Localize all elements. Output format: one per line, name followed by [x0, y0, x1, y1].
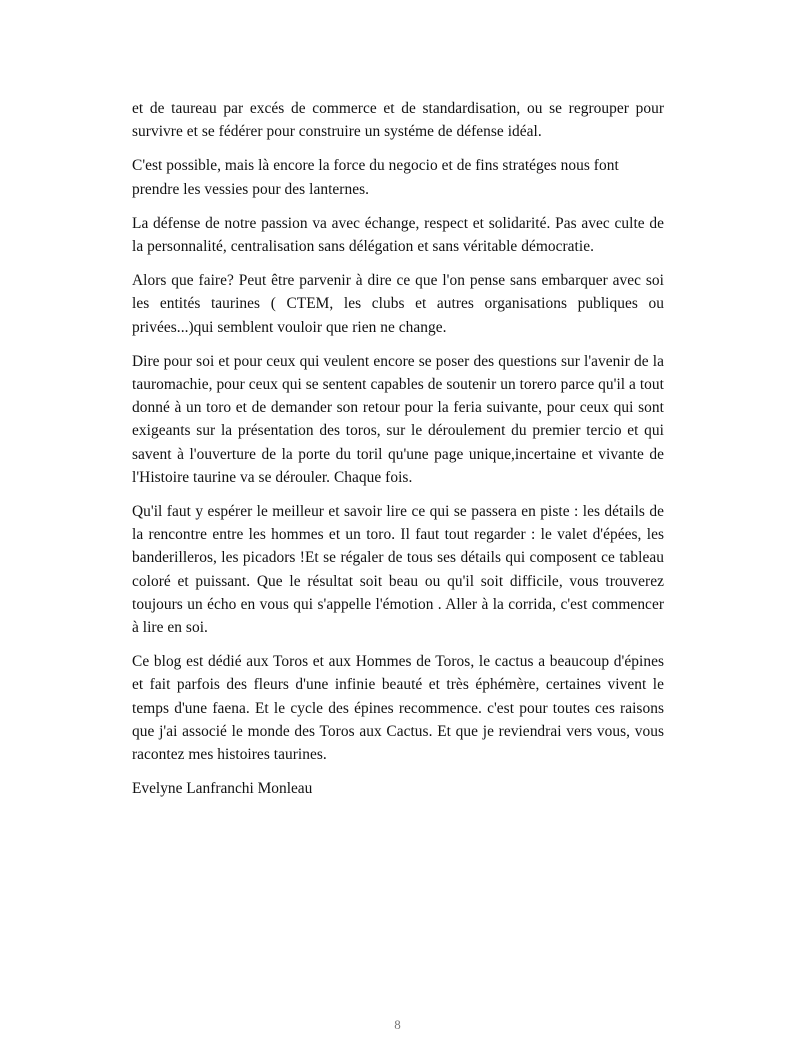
paragraph: et de taureau par excés de commerce et de standardisation, ou se regrouper pour survivre et se fédérer pour construire un systéme de défense idéal. [132, 100, 664, 141]
paragraph: Qu'il faut y espérer le meilleur et savoir lire ce qui se passera en piste : les détails de la rencontre entre les hommes et un toro. Il faut tout regarder : le valet d'épées, les banderilleros, les picadors !Et se régaler de tous ses détails qui composent ce tableau coloré et puissant. Que le résultat soit beau ou qu'il soit difficile, vous trouverez toujours un écho en vous qui s'appelle l'émotion . Aller à la corrida, c'est commencer à lire en soi. [132, 503, 664, 637]
paragraph: Ce blog est dédié aux Toros et aux Hommes de Toros, le cactus a beaucoup d'épines et fait parfois des fleurs d'une infinie beauté et très éphémère, certaines vivent le temps d'une faena. Et le cycle des épines recommence. c'est pour toutes ces raisons que j'ai associé le monde des Toros aux Cactus. Et que je reviendrai vers vous, vous racontez mes histoires taurines. [132, 653, 664, 764]
body-text [132, 97, 664, 800]
paragraph: C'est possible, mais là encore la force du negocio et de fins stratéges nous font prendre les vessies pour des lanternes. [132, 157, 619, 198]
page-number: 8 [394, 1017, 401, 1032]
paragraph: Alors que faire? Peut être parvenir à dire ce que l'on pense sans embarquer avec soi les entités taurines ( CTEM, les clubs et autres organisations publiques ou privées...)qui semblent vouloir que rien ne change. [132, 272, 664, 336]
paragraph: La défense de notre passion va avec échange, respect et solidarité. Pas avec culte de la personnalité, centralisation sans délégation et sans véritable démocratie. [132, 214, 664, 256]
paragraph: Dire pour soi et pour ceux qui veulent encore se poser des questions sur l'avenir de la tauromachie, pour ceux qui se sentent capables de soutenir un torero parce qu'il a tout donné à un toro et de demander son retour pour la feria suivante, pour ceux qui sont exigeants sur la présentation des toros, sur le déroulement du premier tercio et qui savent à l'ouverture de la porte du toril qu'une page unique,incertaine et vivante de l'Histoire taurine va se dérouler. Chaque fois. [132, 352, 664, 486]
author-signature: Evelyne Lanfranchi Monleau [132, 780, 313, 798]
